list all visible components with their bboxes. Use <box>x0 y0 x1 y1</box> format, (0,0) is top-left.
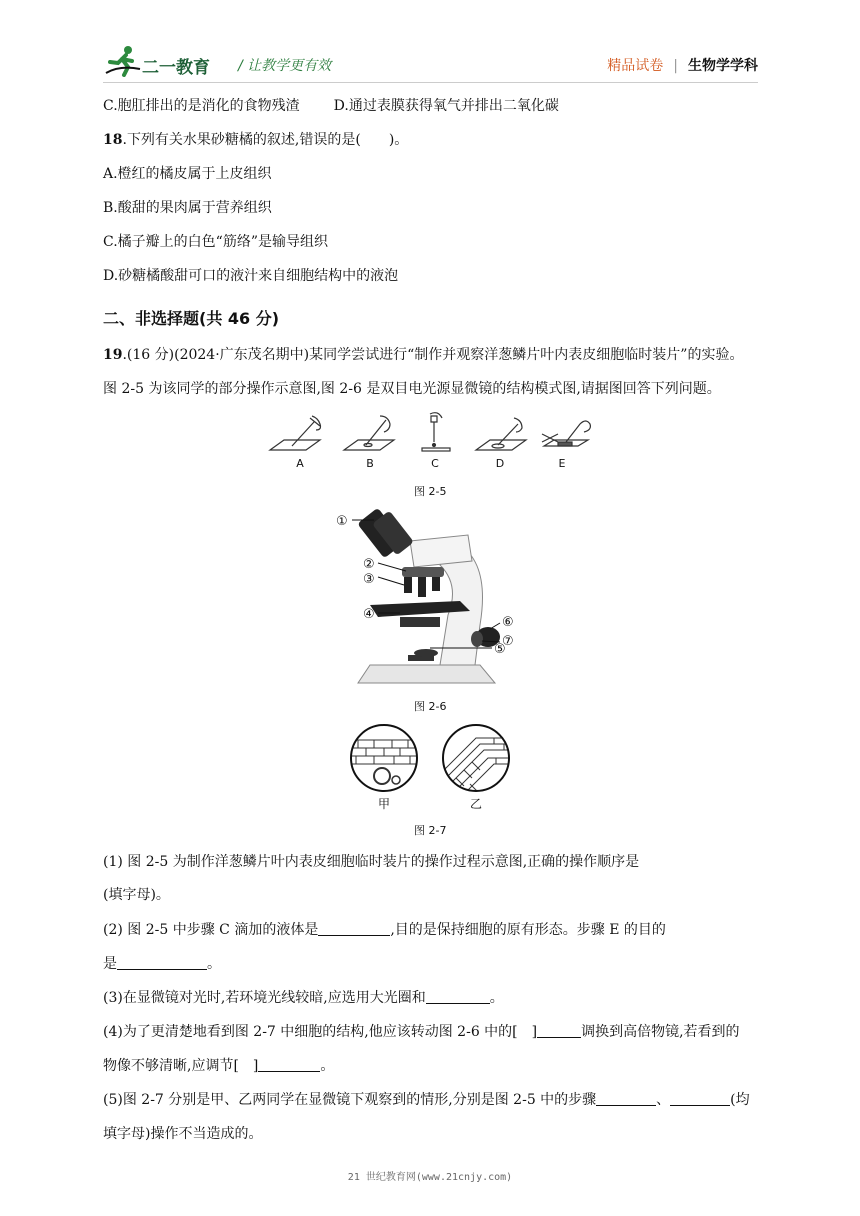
fig25-label-a: A <box>296 457 304 470</box>
part3-text-b: 。 <box>489 990 504 1006</box>
part5-text-c: (均 <box>730 1092 750 1108</box>
fig25-label-b: B <box>366 457 374 470</box>
part2-text-d: 。 <box>207 956 221 972</box>
answer-blank[interactable] <box>318 921 390 936</box>
step-c-illustration <box>422 413 450 451</box>
fig27-label-yi: 乙 <box>469 797 483 811</box>
air-bubble-small <box>392 776 400 784</box>
answer-blank[interactable] <box>596 1091 656 1106</box>
fig26-marker-1: ① <box>336 514 348 529</box>
q18-option-d: D.砂糖橘酸甜可口的液汁来自细胞结构中的液泡 <box>103 268 399 284</box>
q18-stem: 18.下列有关水果砂糖橘的叙述,错误的是( )。 <box>103 132 409 148</box>
step-e-illustration <box>542 421 590 446</box>
fig25-label-d: D <box>495 457 505 470</box>
step-a-illustration <box>270 416 321 450</box>
microscope-head <box>410 535 472 567</box>
q19-stem-line1 <box>103 346 743 364</box>
q18-option-c: C.橘子瓣上的白色“筋络”是输导组织 <box>103 234 328 250</box>
q19-part5-line2: 填字母)操作不当造成的。 <box>103 1126 263 1142</box>
part2-text-c: 是 <box>103 956 117 972</box>
q19-part1-line1: (1) 图 2-5 为制作洋葱鳞片叶内表皮细胞临时装片的操作过程示意图,正确的操作顺序是 <box>103 854 640 870</box>
part4-text-b: 调换到高倍物镜,若看到的 <box>581 1024 740 1040</box>
figure-2-7 <box>344 720 516 812</box>
q18-stem-text: 下列有关水果砂糖橘的叙述,错误的是( )。 <box>126 132 409 148</box>
part3-text-a: (3)在显微镜对光时,若环境光线较暗,应选用大光圈和 <box>103 990 426 1006</box>
page-header <box>0 0 860 88</box>
header-separator: | <box>673 58 678 74</box>
fig25-caption: 图 2-5 <box>414 485 447 498</box>
header-divider <box>103 82 758 83</box>
view-jia <box>344 740 424 784</box>
q19-stem-line2: 图 2-5 为该同学的部分操作示意图,图 2-6 是双目电光源显微镜的结构模式图,请据图回答下列问题。 <box>103 381 721 397</box>
header-subject-name: 生物学学科 <box>688 58 758 74</box>
eyepieces <box>357 508 414 559</box>
fig26-marker-4: ④ <box>363 607 375 622</box>
fig26-marker-7: ⑦ <box>502 634 514 649</box>
q18-option-a: A.橙红的橘皮属于上皮组织 <box>103 166 272 182</box>
part5-text-b: 、 <box>656 1092 671 1108</box>
air-bubble-large <box>374 768 390 784</box>
step-b-illustration <box>344 416 394 450</box>
q19-part2-line2 <box>103 955 221 973</box>
page-footer: 21 世纪教育网(www.21cnjy.com) <box>347 1172 513 1183</box>
q19-part1-line2: (填字母)。 <box>103 887 170 903</box>
stage-support <box>400 617 440 627</box>
step-d-illustration <box>476 418 526 450</box>
part2-text-a: (2) 图 2-5 中步骤 C 滴加的液体是 <box>103 922 319 938</box>
q19-stem-text1: .(16 分)(2024·广东茂名期中)某同学尝试进行“制作并观察洋葱鳞片叶内表皮细胞临时装片”的实验。 <box>122 347 744 363</box>
fig26-marker-2: ② <box>363 557 375 572</box>
answer-blank[interactable] <box>117 955 207 970</box>
section-title: 二、非选择题(共 46 分) <box>103 309 280 328</box>
answer-blank[interactable] <box>537 1023 581 1038</box>
q19-part2-line1 <box>103 921 666 939</box>
q18-number: 18 <box>103 132 123 148</box>
figure-2-5 <box>262 412 597 474</box>
slogan: / 让教学更有效 <box>238 58 332 74</box>
objective-3 <box>432 577 440 591</box>
nosepiece <box>402 567 444 577</box>
figure-2-6-microscope <box>330 505 530 695</box>
part4-text-c: 物像不够清晰,应调节[ ] <box>103 1058 259 1074</box>
answer-blank[interactable] <box>426 989 490 1004</box>
objective-1 <box>404 577 412 593</box>
fig26-marker-6: ⑥ <box>502 615 514 630</box>
q18-option-b: B.酸甜的果肉属于营养组织 <box>103 200 272 216</box>
fig26-marker-5: ⑤ <box>494 642 506 657</box>
header-subject <box>607 55 758 75</box>
answer-blank[interactable] <box>258 1057 320 1072</box>
part4-text-a: (4)为了更清楚地看到图 2-7 中细胞的结构,他应该转动图 2-6 中的[ ] <box>103 1024 538 1040</box>
logo-text: 二一教育 <box>142 58 210 78</box>
fig26-caption: 图 2-6 <box>414 700 447 713</box>
fig25-label-e: E <box>558 457 566 470</box>
runner-logo-icon <box>104 45 142 77</box>
q19-number: 19 <box>103 347 123 363</box>
part5-text-a: (5)图 2-7 分别是甲、乙两同学在显微镜下观察到的情形,分别是图 2-5 中的步骤 <box>103 1092 597 1108</box>
q19-part3 <box>103 989 504 1007</box>
part4-text-d: 。 <box>320 1058 335 1074</box>
fig27-label-jia: 甲 <box>377 797 391 811</box>
condenser <box>414 649 438 657</box>
header-paper-type: 精品试卷 <box>607 58 664 74</box>
q17-option-d: D.通过表膜获得氧气并排出二氧化碳 <box>333 98 559 114</box>
fig26-marker-3: ③ <box>363 572 375 587</box>
fig25-label-c: C <box>431 457 439 470</box>
part2-text-b: ,目的是保持细胞的原有形态。步骤 E 的目的 <box>390 922 666 938</box>
q19-part4-line1 <box>103 1023 740 1041</box>
microscope-base <box>358 665 495 683</box>
fine-knob <box>471 631 483 647</box>
fig27-caption: 图 2-7 <box>414 824 447 837</box>
q17-option-c: C.胞肛排出的是消化的食物残渣 <box>103 98 300 114</box>
q17-options-row <box>103 97 559 115</box>
q19-part5-line1 <box>103 1091 750 1109</box>
q19-part4-line2 <box>103 1057 334 1075</box>
answer-blank[interactable] <box>670 1091 730 1106</box>
objective-2 <box>418 577 426 597</box>
view-yi <box>444 738 514 802</box>
